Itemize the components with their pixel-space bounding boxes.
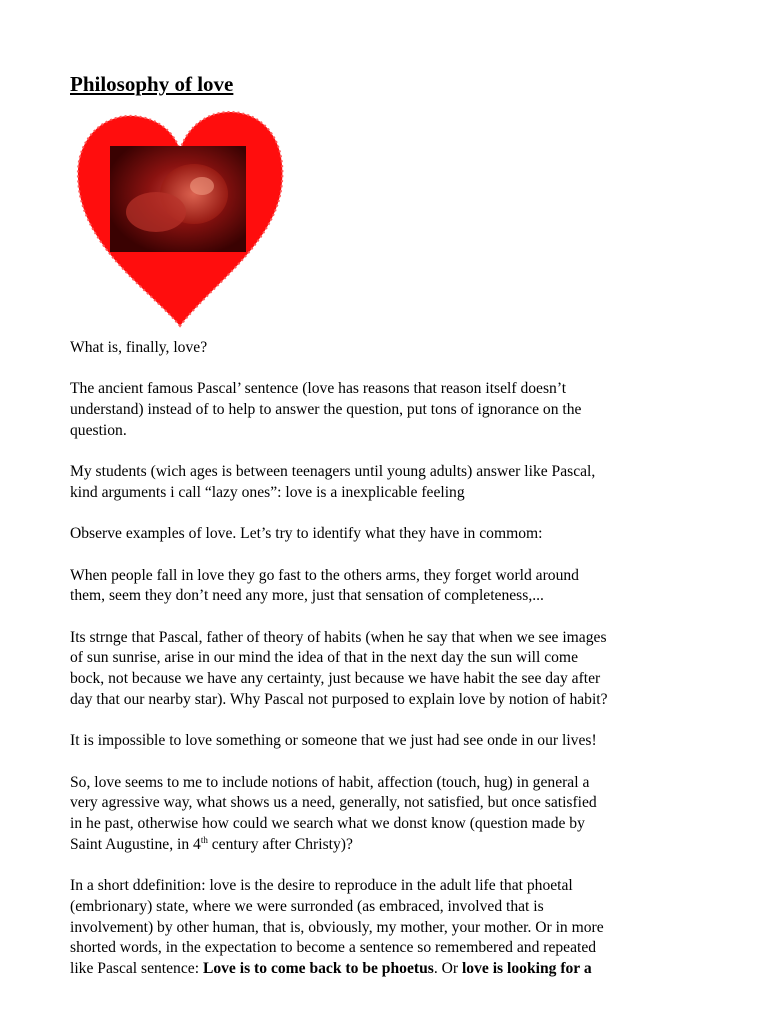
text-line: Observe examples of love. Let’s try to identify what they have in commom: xyxy=(70,525,543,543)
text-run: Saint Augustine, in 4 xyxy=(70,835,201,853)
text-line: The ancient famous Pascal’ sentence (love has reasons that reason itself doesn’t xyxy=(70,380,567,398)
text-line xyxy=(70,959,710,980)
text-line: understand) instead of to help to answer the question, put tons of ignorance on the xyxy=(70,401,582,419)
text-line: In a short ddefinition: love is the desire to reproduce in the adult life that phoetal xyxy=(70,877,573,895)
text-line: My students (wich ages is between teenagers until young adults) answer like Pascal, xyxy=(70,463,596,481)
paragraph-2 xyxy=(70,379,710,441)
text-line: bock, not because we have any certainty, just because we have habit the see day after xyxy=(70,670,601,688)
article-body xyxy=(70,338,710,1000)
text-line: So, love seems to me to include notions of habit, affection (touch, hug) in general a xyxy=(70,773,590,791)
text-line: (embrionary) state, where we were surronded (as embraced, involved that is xyxy=(70,897,544,915)
ordinal-suffix: th xyxy=(200,834,208,845)
heart-fetus-image xyxy=(72,108,288,330)
text-line: day that our nearby star). Why Pascal not purposed to explain love by notion of habit? xyxy=(70,690,608,708)
document-title: Philosophy of love xyxy=(70,72,234,96)
text-line: What is, finally, love? xyxy=(70,339,208,356)
paragraph-9 xyxy=(70,876,710,980)
text-line: involvement) by other human, that is, obviously, my mother, your mother. Or in more xyxy=(70,918,604,936)
paragraph-5 xyxy=(70,566,710,607)
text-run: century after Christy)? xyxy=(207,835,353,853)
paragraph-6 xyxy=(70,628,710,711)
text-line: It is impossible to love something or someone that we just had see onde in our lives! xyxy=(70,732,597,750)
text-line: in he past, otherwise how could we search what we donst know (question made by xyxy=(70,815,585,833)
text-line: of sun sunrise, arise in our mind the idea of that in the next day the sun will come xyxy=(70,649,578,667)
text-line: very agressive way, what shows us a need, generally, not satisfied, but once satisfied xyxy=(70,794,597,812)
paragraph-4 xyxy=(70,524,710,545)
text-run: like Pascal sentence: xyxy=(70,959,203,977)
paragraph-8 xyxy=(70,773,710,856)
text-line xyxy=(70,835,710,856)
text-line: When people fall in love they go fast to the others arms, they forget world around xyxy=(70,566,579,584)
paragraph-7 xyxy=(70,731,710,752)
text-line: them, seem they don’t need any more, just that sensation of completeness,... xyxy=(70,587,544,605)
text-line: shorted words, in the expectation to become a sentence so remembered and repeated xyxy=(70,939,597,957)
bold-phrase: Love is to come back to be phoetus xyxy=(202,959,434,977)
bold-phrase: love is looking for a xyxy=(461,959,592,977)
text-run: . Or xyxy=(433,959,462,977)
text-line: question. xyxy=(70,421,127,439)
paragraph-3 xyxy=(70,462,710,503)
text-line: Its strnge that Pascal, father of theory of habits (when he say that when we see images xyxy=(70,628,607,646)
text-line: kind arguments i call “lazy ones”: love is a inexplicable feeling xyxy=(70,483,465,501)
paragraph-1 xyxy=(70,338,710,359)
